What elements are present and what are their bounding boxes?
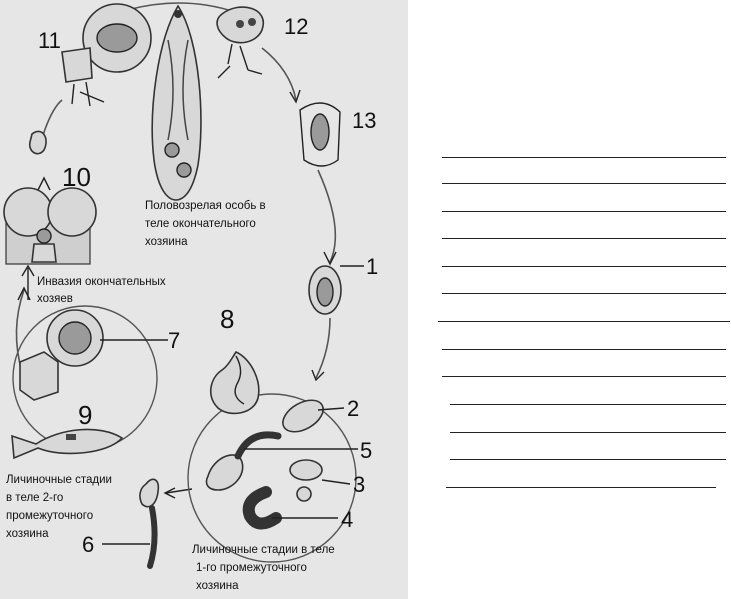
stage-3-pointer <box>322 480 350 484</box>
label-12: 12 <box>284 14 309 39</box>
stage-1-miracidium <box>317 278 333 306</box>
caption-adult-1: Половозрелая особь в <box>145 200 266 212</box>
stage-3-blob <box>297 487 311 501</box>
caption-invasion-1: Инвазия окончательных <box>37 276 166 288</box>
stage-11-host-legs <box>72 82 104 106</box>
stage-10-person-head <box>37 229 51 243</box>
stage-9-fish-mark <box>66 434 76 440</box>
stage-12-dot-1 <box>236 20 244 28</box>
caption-adult-3: хозяина <box>145 236 188 248</box>
stage-10-small-cercaria <box>30 131 46 153</box>
stage-10-person-body <box>32 244 56 262</box>
answer-line-8[interactable] <box>442 349 726 350</box>
stage-5-tail <box>238 435 278 456</box>
answer-line-5[interactable] <box>442 266 726 267</box>
label-2: 2 <box>347 396 360 421</box>
adult-testis-1 <box>165 143 179 157</box>
label-11: 11 <box>38 28 61 53</box>
stage-7-meat-cube <box>20 352 58 400</box>
answer-line-9[interactable] <box>442 376 726 377</box>
answer-line-4[interactable] <box>442 238 726 239</box>
answer-line-6[interactable] <box>442 293 726 294</box>
snail-shell <box>211 352 259 413</box>
stage-4-redia <box>249 492 276 524</box>
arrow-head-left-2 <box>38 178 50 190</box>
label-13: 13 <box>352 108 377 133</box>
caption-first-host-3: хозяина <box>196 580 239 592</box>
label-8: 8 <box>220 304 235 334</box>
label-6: 6 <box>82 532 95 557</box>
caption-invasion-2: хозяев <box>37 293 73 305</box>
adult-oral-sucker <box>174 10 182 18</box>
answer-line-7[interactable] <box>438 321 730 322</box>
answer-line-3[interactable] <box>442 211 726 212</box>
stage-10-cat-circle <box>48 188 96 236</box>
answer-line-10[interactable] <box>450 404 726 405</box>
caption-second-host-2: в теле 2-го <box>6 492 64 504</box>
answer-line-2[interactable] <box>442 183 726 184</box>
caption-second-host-4: хозяина <box>6 528 49 540</box>
stage-11-organ <box>97 24 137 52</box>
stage-11-host-body <box>62 48 92 82</box>
cycle-arc-left <box>16 290 24 372</box>
stage-6-tail <box>150 508 155 566</box>
label-9: 9 <box>78 400 93 430</box>
label-7: 7 <box>168 328 181 353</box>
answer-line-13[interactable] <box>446 487 716 488</box>
stage-13-egg <box>311 114 329 150</box>
caption-first-host-1: Личиночные стадии в теле <box>192 544 335 556</box>
label-3: 3 <box>353 472 366 497</box>
stage-9-fish <box>12 429 122 458</box>
caption-first-host-2: 1-го промежуточного <box>196 562 307 574</box>
label-5: 5 <box>360 438 373 463</box>
answer-line-1[interactable] <box>442 157 726 158</box>
cycle-arc-right-lower <box>316 318 330 378</box>
answer-line-12[interactable] <box>450 459 726 460</box>
cycle-arc-right <box>318 170 335 262</box>
caption-second-host-1: Личиночные стадии <box>6 474 112 486</box>
stage-3-sporocyst <box>290 460 322 480</box>
stage-12-tails <box>218 44 262 78</box>
stage-6-cercaria-body <box>140 479 158 506</box>
label-1: 1 <box>366 254 379 279</box>
stage-5-cercaria-body <box>206 455 242 490</box>
label-10: 10 <box>62 162 91 192</box>
answer-line-11[interactable] <box>450 432 726 433</box>
stage-7-metacercaria <box>59 322 91 354</box>
arrow-head-right-2 <box>324 252 336 264</box>
caption-adult-2: теле окончательного <box>145 218 256 230</box>
adult-testis-2 <box>177 163 191 177</box>
label-4: 4 <box>341 507 354 532</box>
stage-12-dot-2 <box>248 18 256 26</box>
caption-second-host-3: промежуточного <box>6 510 94 522</box>
